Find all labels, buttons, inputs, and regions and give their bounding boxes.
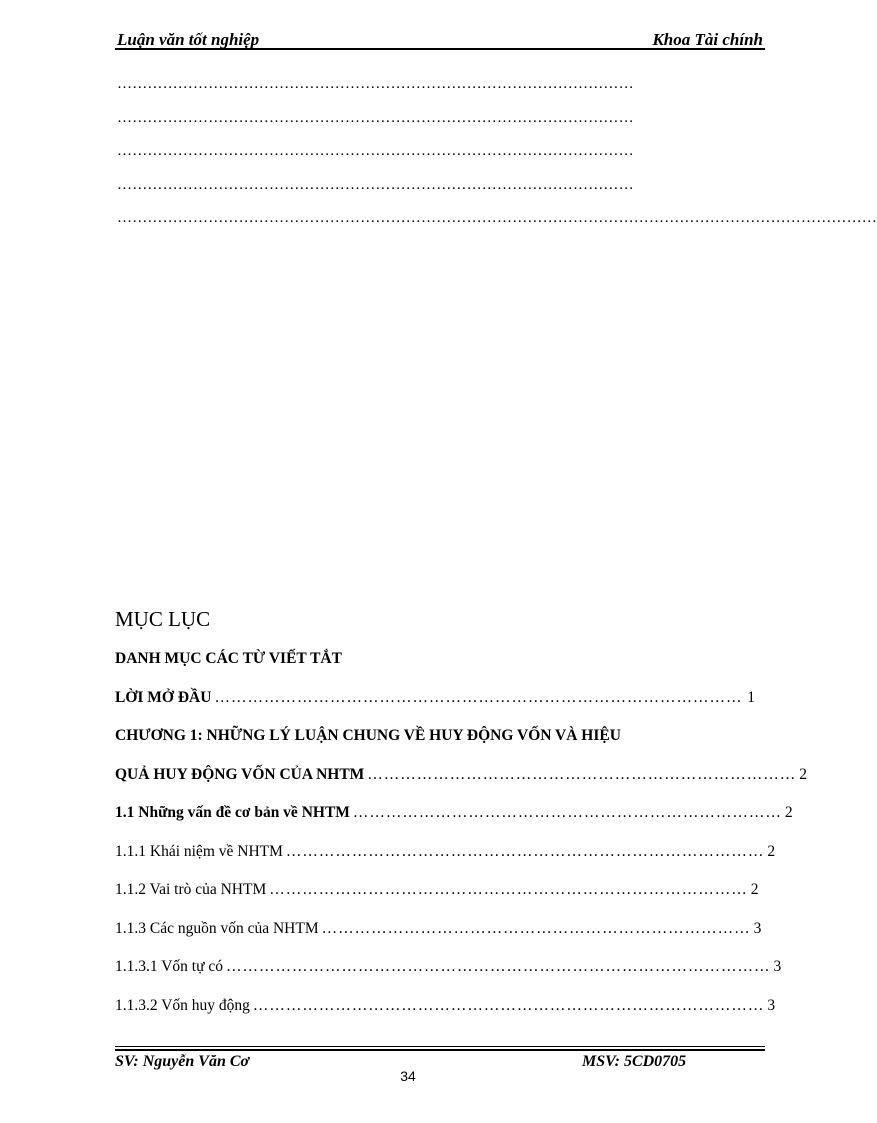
toc-entry-text: 1.1 Những vấn đề cơ bản về NHTM [115,804,350,821]
footer-rule-thin [115,1046,765,1047]
toc-entry-leader: …………………………………………………………………………… [285,842,765,860]
toc-entry-leader: …………………………………………………………………… [352,804,782,821]
toc-entry-text: QUẢ HUY ĐỘNG VỐN CỦA NHTM [115,765,365,783]
toc-entry-text: LỜI MỞ ĐẦU [115,688,212,706]
toc-entry-text: 1.1.1 Khái niệm về NHTM [115,842,283,860]
toc-entry-page: 3 [753,919,762,937]
dotted-line: ………………………………………………………………………………………… [117,76,634,92]
toc-entry-text: CHƯƠNG 1: NHỮNG LÝ LUẬN CHUNG VỀ HUY ĐỘNG VỐN VÀ HIỆU [115,727,621,744]
toc-entry [115,689,755,728]
page-header [115,27,765,51]
toc-entry-text: 1.1.3.1 Vốn tự có [115,958,224,975]
toc-entry-leader: …………………………………………………………………… [367,765,797,783]
footer-student-name: SV: Nguyễn Văn Cơ [115,1053,250,1070]
toc-entry-leader: …………………………………………………………………… [321,919,751,937]
toc-entry-text: 1.1.2 Vai trò của NHTM [115,881,267,898]
dotted-line: ………………………………………………………………………………………… [117,109,634,126]
table-of-contents [115,650,808,1035]
dotted-line: ………………………………………………………………………………………… [117,143,634,159]
footer-student-id: MSV: 5CD0705 [582,1053,687,1070]
toc-entry-page: 2 [784,804,793,821]
toc-entry [115,996,776,1036]
toc-entry [115,881,759,920]
toc-entry-page: 2 [750,881,759,898]
toc-entry-leader: ………………………………………………………………………………… [252,996,765,1014]
toc-entry [115,804,793,843]
toc-entry-page: 2 [799,765,808,783]
dotted-line: ………………………………………………………………………………………… [117,176,634,193]
toc-entry [115,842,776,882]
header-faculty-label: Khoa Tài chính [652,30,763,49]
toc-entry [115,958,782,997]
page-number: 34 [400,1068,416,1084]
toc-entry-leader: ……………………………………………………………………………………… [226,958,771,975]
dotted-line: …………………………………………………………………………………………………………………………………… [117,210,877,226]
dotted-lines-block [117,76,877,244]
toc-entry-page: 3 [767,996,776,1014]
toc-entry-page: 2 [767,842,776,860]
header-thesis-label: Luận văn tốt nghiệp [117,30,260,49]
toc-entry-text: 1.1.3.2 Vốn huy động [115,996,250,1014]
toc-entry [115,765,808,805]
toc-entry-text: 1.1.3 Các nguồn vốn của NHTM [115,919,319,937]
toc-entry-leader: …………………………………………………………………………………… [214,688,743,706]
toc-entry [115,727,755,766]
toc-entry-text: DANH MỤC CÁC TỪ VIẾT TẮT [115,650,342,667]
toc-entry-page: 3 [773,958,782,975]
toc-entry-leader: …………………………………………………………………………… [269,881,748,898]
toc-entry [115,650,755,689]
header-rule [115,48,765,50]
footer-rule-thick [115,1049,765,1051]
toc-entry [115,919,762,959]
toc-title: MỤC LỤC [115,607,211,631]
toc-entry-page: 1 [747,688,755,706]
